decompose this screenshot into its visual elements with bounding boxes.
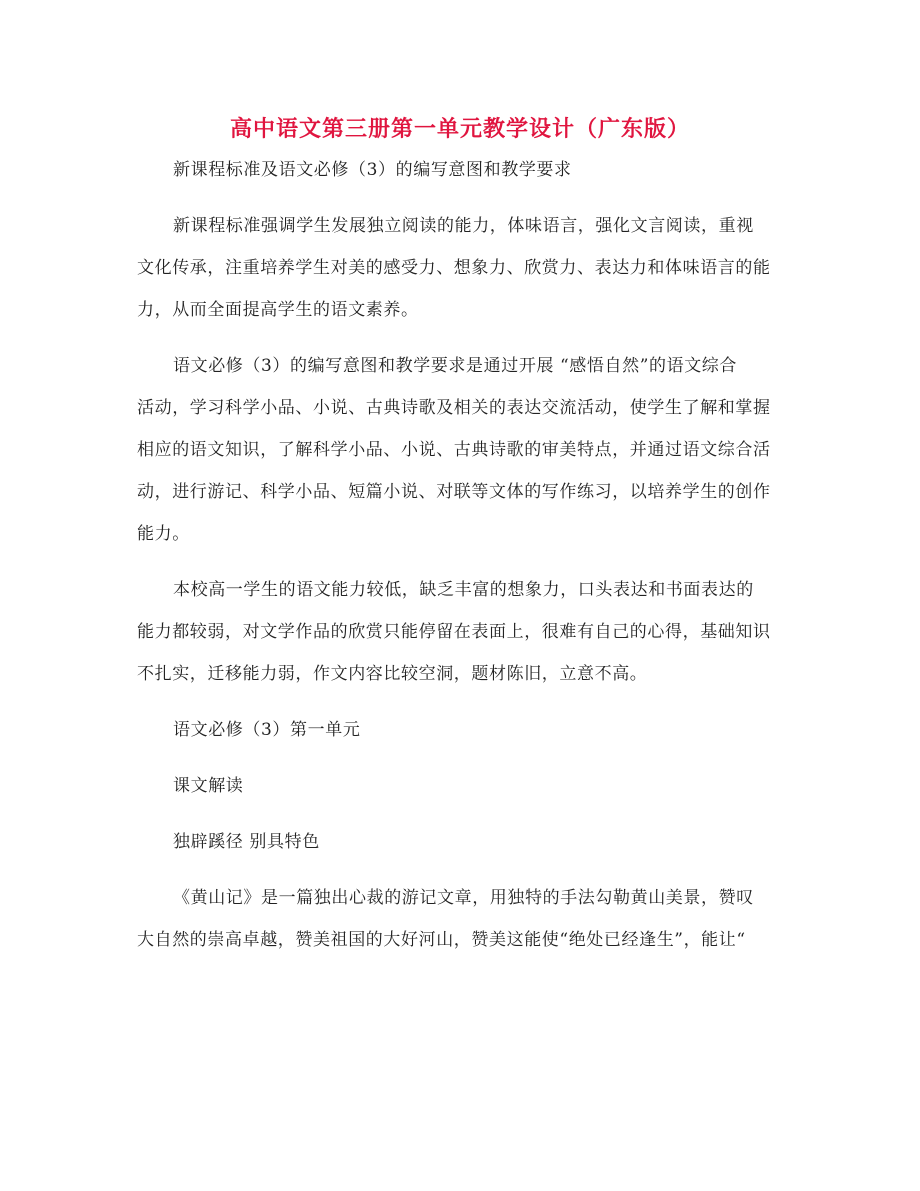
paragraph [137,773,797,815]
text-line: 能力都较弱，对文学作品的欣赏只能停留在表面上，很难有自己的心得，基础知识 [137,622,771,642]
text-line: 独辟蹊径 别具特色 [173,832,320,852]
text-line: 文化传承，注重培养学生对美的感受力、想象力、欣赏力、表达力和体味语言的能 [137,258,771,278]
paragraph [137,577,797,703]
paragraph [137,353,797,563]
document-title: 高中语文第三册第一单元教学设计（广东版） [229,117,690,142]
text-line: 《黄山记》是一篇独出心裁的游记文章，用独特的手法勾勒黄山美景，赞叹 [173,888,754,908]
text-line: 相应的语文知识，了解科学小品、小说、古典诗歌的审美特点，并通过语文综合活 [137,440,771,460]
paragraph [137,885,797,969]
text-line: 课文解读 [173,776,244,796]
document-body [137,157,797,983]
paragraph [137,829,797,871]
text-line: 大自然的崇高卓越，赞美祖国的大好河山，赞美这能使“绝处已经逢生”，能让“ [137,930,746,950]
text-line: 不扎实，迁移能力弱，作文内容比较空洞，题材陈旧，立意不高。 [137,664,648,684]
text-line: 本校高一学生的语文能力较低，缺乏丰富的想象力，口头表达和书面表达的 [173,580,754,600]
text-line: 力，从而全面提高学生的语文素养。 [137,300,419,320]
paragraph [137,157,797,199]
text-line: 能力。 [137,524,190,544]
text-line: 新课程标准强调学生发展独立阅读的能力，体味语言，强化文言阅读，重视 [173,216,754,236]
text-line: 动，进行游记、科学小品、短篇小说、对联等文体的写作练习，以培养学生的创作 [137,482,771,502]
text-line: 活动，学习科学小品、小说、古典诗歌及相关的表达交流活动，使学生了解和掌握 [137,398,771,418]
paragraph [137,213,797,339]
paragraph [137,717,797,759]
text-line: 语文必修（3）的编写意图和教学要求是通过开展 “感悟自然”的语文综合 [173,356,737,376]
text-line: 语文必修（3）第一单元 [173,720,361,740]
text-line: 新课程标准及语文必修（3）的编写意图和教学要求 [173,160,572,180]
